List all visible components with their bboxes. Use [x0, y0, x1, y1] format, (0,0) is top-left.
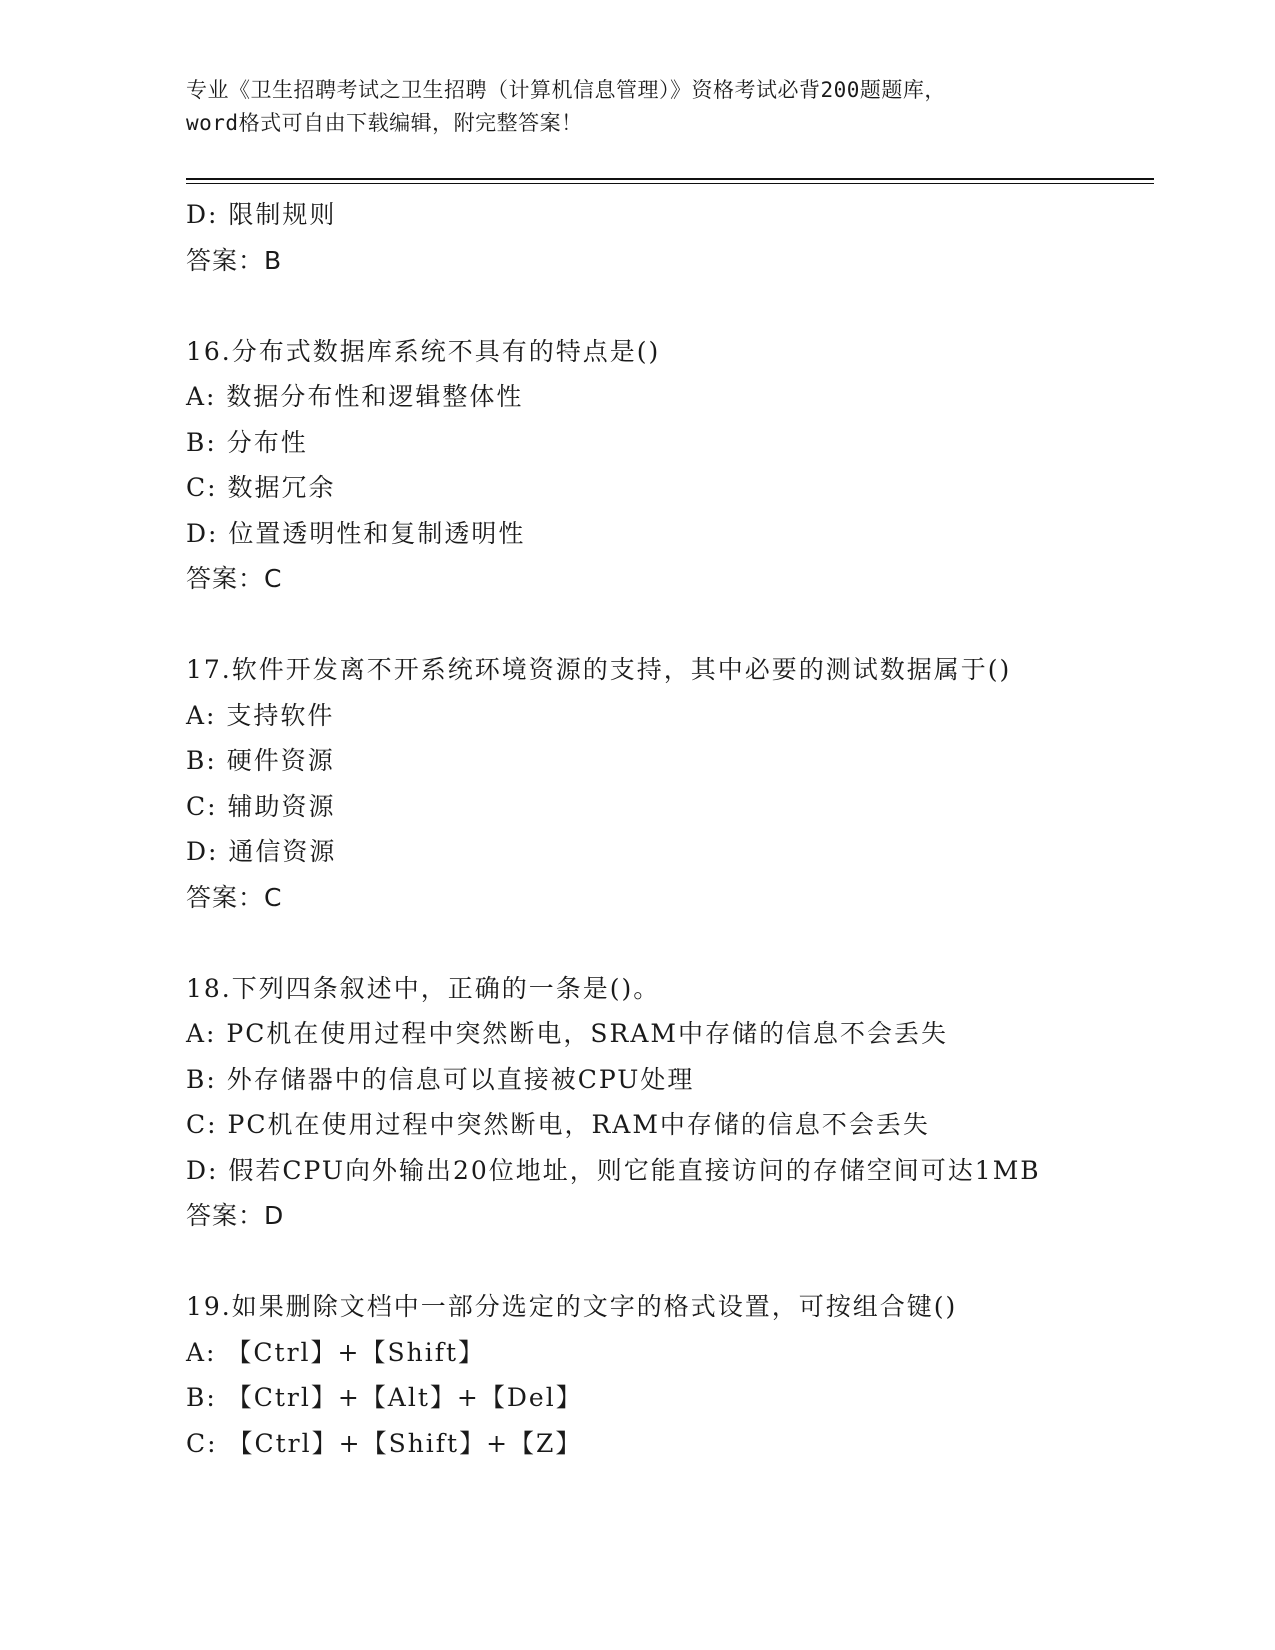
header-line-2: word格式可自由下载编辑，附完整答案！	[186, 111, 583, 135]
question-stem: 18.下列四条叙述中，正确的一条是()。	[186, 973, 661, 1003]
question-stem: 19.如果删除文档中一部分选定的文字的格式设置，可按组合键()	[186, 1292, 958, 1321]
spacer	[186, 602, 1154, 648]
option-c: C: 数据冗余	[186, 473, 336, 502]
question-16	[186, 329, 1154, 602]
question-19	[186, 1284, 1154, 1466]
option-c: C: 【Ctrl】+【Shift】+【Z】	[186, 1428, 583, 1458]
option-d: D: 限制规则	[186, 200, 337, 229]
question-18	[186, 966, 1154, 1239]
option-c: C: PC机在使用过程中突然断电，RAM中存储的信息不会丢失	[186, 1110, 930, 1139]
spacer	[186, 283, 1154, 329]
document-header	[186, 74, 1086, 140]
question-list	[186, 192, 1154, 1466]
option-b: B: 【Ctrl】+【Alt】+【Del】	[186, 1383, 583, 1412]
header-divider-thin	[186, 183, 1154, 184]
option-d: D: 通信资源	[186, 837, 337, 866]
answer-line: 答案：B	[186, 245, 283, 275]
spacer	[186, 920, 1154, 966]
option-a: A: 【Ctrl】+【Shift】	[186, 1337, 486, 1367]
option-b: B: 外存储器中的信息可以直接被CPU处理	[186, 1064, 695, 1094]
question-17	[186, 647, 1154, 920]
answer-line: 答案：C	[186, 564, 283, 593]
answer-line: 答案：D	[186, 1201, 285, 1230]
option-d: D: 假若CPU向外输出20位地址，则它能直接访问的存储空间可达1MB	[186, 1155, 1041, 1185]
header-line-1: 专业《卫生招聘考试之卫生招聘（计算机信息管理）》资格考试必背200题题库，	[186, 78, 946, 102]
header-divider-thick	[186, 178, 1154, 180]
option-c: C: 辅助资源	[186, 791, 336, 821]
spacer	[186, 1239, 1154, 1285]
question-stem: 16.分布式数据库系统不具有的特点是()	[186, 336, 661, 366]
previous-question-tail	[186, 192, 1154, 283]
question-stem: 17.软件开发离不开系统环境资源的支持，其中必要的测试数据属于()	[186, 655, 1012, 684]
option-d: D: 位置透明性和复制透明性	[186, 518, 526, 548]
option-b: B: 硬件资源	[186, 746, 335, 775]
option-b: B: 分布性	[186, 427, 308, 457]
option-a: A: PC机在使用过程中突然断电，SRAM中存储的信息不会丢失	[186, 1019, 948, 1048]
answer-line: 答案：C	[186, 882, 283, 912]
option-a: A: 支持软件	[186, 700, 335, 730]
option-a: A: 数据分布性和逻辑整体性	[186, 382, 524, 411]
